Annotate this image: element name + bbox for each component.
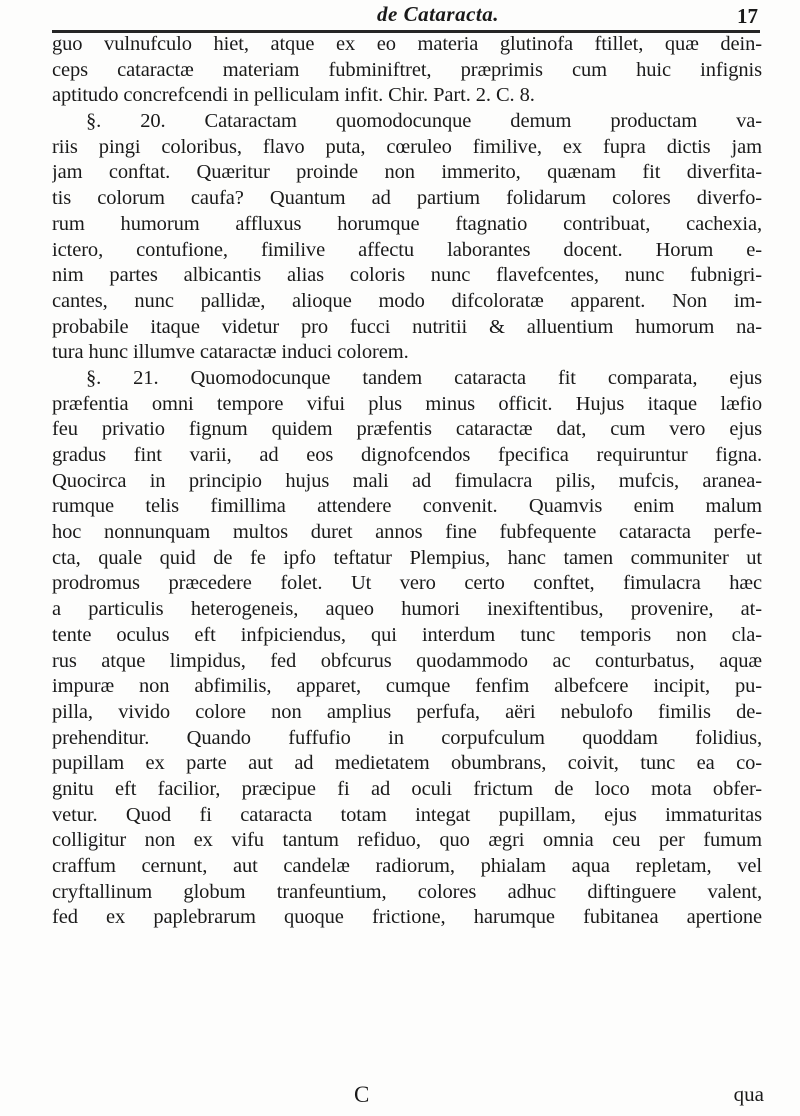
text-line: aptitudo concrefcendi in pelliculam infit. Chir. Part. 2. C. 8. <box>52 84 535 107</box>
text-line: Quocirca in principio hujus mali ad fimulacra pilis, mufcis, aranea- <box>52 469 762 492</box>
text-line: tis colorum caufa? Quantum ad partium folidarum colores diverfo- <box>52 187 762 210</box>
text-line: §. 20. Cataractam quomodocunque demum productam va- <box>86 110 762 133</box>
text-line: gnitu eft facilior, præcipue fi ad oculi frictum de loco mota obfer- <box>52 777 762 800</box>
text-line: feu privatio fignum quidem præfentis cataractæ dat, cum vero ejus <box>52 418 762 441</box>
text-line: prodromus præcedere folet. Ut vero certo conftet, fimulacra hæc <box>52 572 762 595</box>
text-line: pilla, vivido colore non amplius perfufa, aëri nebulofo fimilis de- <box>52 700 762 723</box>
signature-mark: C <box>354 1082 370 1107</box>
text-line: præfentia omni tempore vifui plus minus officit. Hujus itaque læfio <box>52 392 762 415</box>
text-line: cantes, nunc pallidæ, alioque modo difcoloratæ apparent. Non im- <box>52 289 762 312</box>
text-line: cta, quale quid de fe ipfo teftatur Plempius, hanc tamen communiter ut <box>52 546 762 569</box>
page-number: 17 <box>737 4 758 28</box>
text-line: rus atque limpidus, fed obfcurus quodammodo ac conturbatus, aquæ <box>52 649 762 672</box>
text-line: vetur. Quod fi cataracta totam integat pupillam, ejus immaturitas <box>52 803 762 826</box>
text-line: colligitur non ex vifu tantum refiduo, quo ægri omnia ceu per fumum <box>52 829 762 852</box>
text-line: impuræ non abfimilis, apparet, cumque fenfim albefcere incipit, pu- <box>52 675 762 698</box>
text-line: craffum cernunt, aut candelæ radiorum, phialam aqua repletam, vel <box>52 855 762 877</box>
text-line: ictero, contufione, fimilive affectu laborantes docent. Horum e- <box>52 238 762 261</box>
catchword: qua <box>733 1082 764 1106</box>
text-line: ceps cataractæ materiam fubminiftret, præprimis cum huic infignis <box>52 58 762 81</box>
running-title: de Cataracta. <box>377 2 499 26</box>
text-line: a particulis heterogeneis, aqueo humori inexiftentibus, provenire, at- <box>52 598 762 621</box>
text-line: probabile itaque videtur pro fucci nutritii & alluentium humorum na- <box>52 315 762 338</box>
text-line: nim partes albicantis alias coloris nunc flavefcentes, nunc fubnigri- <box>52 264 762 287</box>
text-line: guo vulnufculo hiet, atque ex eo materia glutinofa ftillet, quæ dein- <box>52 33 762 55</box>
text-line: jam conftat. Quæritur proinde non immerito, quænam fit diverfita- <box>52 161 762 184</box>
text-line: riis pingi coloribus, flavo puta, cœruleo fimilive, ex fupra dictis jam <box>52 135 762 158</box>
text-line: §. 21. Quomodocunque tandem cataracta fit comparata, ejus <box>86 366 762 389</box>
text-line: rum humorum affluxus horumque ftagnatio contribuat, cachexia, <box>52 212 762 235</box>
text-line: hoc nonnunquam multos duret annos fine fubfequente cataracta perfe- <box>52 521 762 544</box>
text-line: gradus fint varii, ad eos dignofcendos fpecifica requiruntur figna. <box>52 444 762 466</box>
text-line: rumque telis fimillima attendere convenit. Quamvis enim malum <box>52 495 762 518</box>
text-line: fed ex paplebrarum quoque frictione, harumque fubitanea apertione <box>52 906 762 929</box>
text-line: tura hunc illumve cataractæ induci colorem. <box>52 341 409 364</box>
text-line: pupillam ex parte aut ad medietatem obumbrans, coivit, tunc ea co- <box>52 752 762 775</box>
text-line: prehenditur. Quando fuffufio in corpufculum quoddam folidius, <box>52 726 762 749</box>
text-line: tente oculus eft infpiciendus, qui interdum tunc temporis non cla- <box>52 623 762 646</box>
text-line: cryftallinum globum tranfeuntium, colores adhuc diftinguere valent, <box>52 880 762 903</box>
body-text <box>52 32 762 931</box>
running-head <box>0 2 800 32</box>
